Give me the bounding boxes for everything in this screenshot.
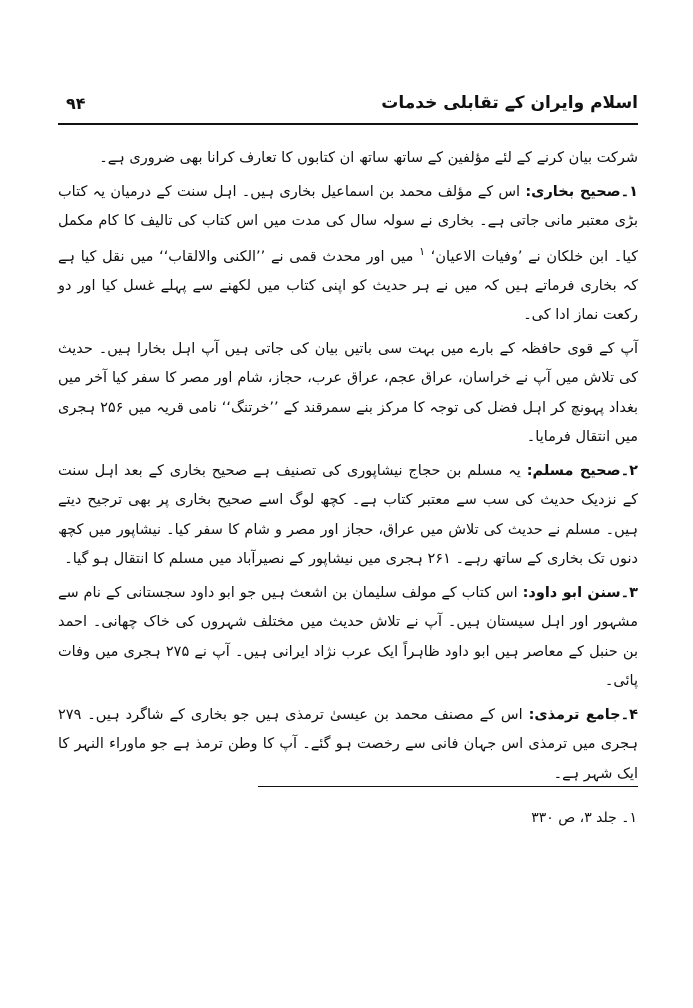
- section-heading: ۳۔سنن ابو داود:: [522, 584, 638, 601]
- paragraph-jami-tirmidhi: [58, 701, 638, 790]
- paragraph-text: اس کے مؤلف محمد بن اسماعیل بخاری ہیں۔ اہل سنت کے درمیان یہ کتاب بڑی معتبر مانی جاتی ہے۔ بخاری نے سولہ سال کی مدت میں اس کتاب کی تالیف کا کام مکمل کیا۔ ابن خلکان نے ’وفیات الاعیان‘: [58, 183, 639, 265]
- paragraph-sunan-abu-dawud: [58, 579, 638, 697]
- paragraph-sahih-muslim: [58, 457, 638, 575]
- paragraph-sahih-bukhari: [58, 178, 638, 331]
- footnote-marker[interactable]: ۱: [419, 244, 426, 258]
- paragraph-text: شرکت بیان کرنے کے لئے مؤلفین کے ساتھ ساتھ ان کتابوں کا تعارف کرانا بھی ضروری ہے۔: [99, 150, 638, 166]
- paragraph-bukhari-life: [58, 335, 638, 453]
- page-header: [58, 92, 638, 122]
- section-heading: ۲۔صحیح مسلم:: [526, 462, 639, 479]
- footnote: ۱۔ جلد ۳، ص ۳۳۰: [531, 810, 637, 826]
- paragraph-text: آپ کے قوی حافظہ کے بارے میں بہت سی باتیں بیان کی جاتی ہیں آپ اہل بخارا ہیں۔ حدیث کی تلاش میں آپ نے خراسان، عراق عجم، عراق عرب، حجاز، شام اور مصر کا سفر کیا آخر میں بغداد پہونچ کر اہل فضل کی توجہ کا مرکز بنے سمرقند کے ’’خرتنگ‘‘ نامی قریہ میں ۲۵۶ ہجری میں انتقال فرمایا۔: [58, 340, 638, 446]
- section-heading: ۱۔صحیح بخاری:: [525, 183, 639, 200]
- page-number: ۹۴: [66, 94, 86, 113]
- paragraph-intro: [58, 144, 638, 174]
- header-rule: [58, 123, 638, 125]
- footnote-rule: [258, 786, 638, 787]
- paragraph-text: اس کتاب کے مولف سلیمان بن اشعث ہیں جو ابو داود سجستانی کے نام سے مشہور اور اہل سیستان ہیں۔ آپ نے تلاش حدیث میں مختلف شہروں کی خاک چھانی۔ احمد بن حنبل کے معاصر ہیں ابو داود ظاہراً ایک عرب نژاد ایرانی ہیں۔ آپ نے ۲۷۵ ہجری میں وفات پائی۔: [58, 584, 638, 690]
- paragraph-text: یہ مسلم بن حجاج نیشاپوری کی تصنیف ہے صحیح بخاری کے بعد اہل سنت کے نزدیک حدیث کی سب سے معتبر کتاب ہے۔ کچھ لوگ اسے صحیح بخاری پر بھی ترجیح دیتے ہیں۔ مسلم نے حدیث کی تلاش میں عراق، حجاز اور مصر و شام کا سفر کیا۔ نیشاپور میں کچھ دنوں تک بخاری کے ساتھ رہے۔ ۲۶۱ ہجری میں نیشاپور کے نصیرآباد میں مسلم کا انتقال ہو گیا۔: [58, 462, 638, 568]
- running-title: اسلام وایران کے تقابلی خدمات: [381, 93, 638, 113]
- body-text: [58, 144, 638, 793]
- paragraph-text: اس کے مصنف محمد بن عیسیٰ ترمذی ہیں جو بخاری کے شاگرد ہیں۔ ۲۷۹ ہجری میں ترمذی اس جہان فانی سے رخصت ہو گئے۔ آپ کا وطن ترمذ ہے جو ماوراء النہر کا ایک شہر ہے۔: [58, 706, 638, 782]
- paragraph-text-continued: میں اور محدث قمی نے ’’الکنی والالقاب‘‘ میں نقل کیا ہے کہ بخاری فرماتے ہیں کہ میں نے ہر حدیث کو اپنی کتاب میں لکھنے سے پہلے غسل کیا اور دو رکعت نماز ادا کی۔: [58, 248, 638, 324]
- section-heading: ۴۔جامع ترمذی:: [528, 706, 638, 723]
